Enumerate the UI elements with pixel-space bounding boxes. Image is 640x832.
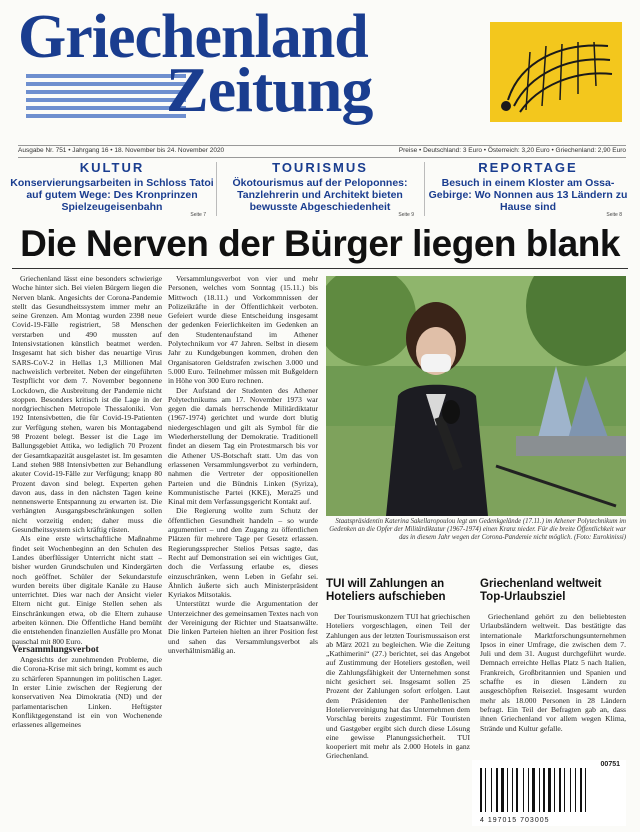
barcode-bar [580,768,582,812]
article-subhead: Versammlungsverbot [12,644,99,655]
barcode-bar [496,768,498,812]
teaser-page: Seite 9 [398,212,414,218]
barcode-digits: 4 197015 703005 [480,817,550,824]
barcode-bar [516,768,518,812]
barcode-bar [501,768,504,812]
barcode-bar [512,768,513,812]
barcode-bar [523,768,524,812]
barcode-bar [554,768,555,812]
article-paragraph: Die Regierung wollte zum Schutz der öffentlichen Gesundheit handeln – so wurde argumentiert – und den Zugang zu öffentlichen Plätzen für mehrere Tage per Gesetz erlassen. Regierungssprecher Stelios Petsas sagte, das Recht auf Demonstration sei ein wichtiges Gut, doch die Verfassung erlaube es, dieses einzuschränken, wenn Leben in Gefahr sei. Ähnlich äußerte sich auch Ministerpräsident Kyriakos Mitsotakis. [168,506,318,600]
newspaper-title-line2: Zeitung [166,54,373,125]
article-paragraph: Griechenland gehört zu den beliebtesten Urlaubsländern weltweit. Das bestätigte das internationale Marktforschungsunternehmen Ipsos in einer Umfrage, die zwischen dem 7. Juli und dem 31. August durchgeführt wurde. Demnach erreichte Hellas Platz 5 nach Italien, Frankreich, Großbritannien und Spanien und schaffte es in diesen Ländern zu ausgeschöpften Reiseziel. Insgesamt wurden mehr als 18.000 Personen in 28 Ländern befragt. Ein Teil der Befragten gab an, dass ihnen Griechenland vor allem wegen Klima, Strände und Kultur gefalle. [480,612,626,733]
barcode-bar [532,768,535,812]
barcode-bar [528,768,529,812]
article-paragraph: Der Tourismuskonzern TUI hat griechischen Hoteliers vorgeschlagen, einen Teil der Zahlungen aus der letzten Tourismussaison erst ab März 2021 zu begleichen. Wie die Zeitung „Kathimerini“ (27.) berichtet, sei das Angebot auf Zustimmung der Hoteliers gestoßen, weil die Zahlungsfähigkeit der Unternehmen sonst nicht gesichert sei. Insgesamt sollen 25 Prozent der Zahlungen sofort erfolgen. Laut dem Präsidenten der Panhellenischen Hoteliervereinigung hat das Unternehmen dem Vorschlag bereits zugestimmt. Für Touristen und Gastgeber ergibt sich durch diese Lösung eine gewisse Planungssicherheit. TUI kooperiert mit mehr als 2.000 Hotels in ganz Griechenland. [326,612,470,761]
teaser-category: KULTUR [79,160,145,175]
issue-info-bar [18,145,626,158]
teaser-divider [216,162,217,216]
barcode-bar [507,768,508,812]
urlaubsziel-article [480,612,626,754]
masthead [0,0,640,150]
teaser-headline: Besuch in einem Kloster am Ossa-Gebirge: Wo Nonnen aus 13 Ländern zu Hause sind [428,177,628,213]
article-paragraph: Als eine erste wirtschaftliche Maßnahme findet seit Wochenbeginn an den Schulen des Landes überflüssiger Unterricht nicht statt – bisher wurden Grundschulen und Kindergärten noch geöffnet. Schüler der Sekundarstufe wurden bereits über digitale Kanäle zu Hause unterrichtet. Dies war nach der Ansicht vieler Eltern nicht gut. Einige Stellen sehen als Einschränkungen etwa, ob die Eltern zuhause arbeiten können. Die Öffentliche Hand bemüht die entstehenden finanziellen Ausfälle pro Monat pauschal mit 800 Euro. [12,534,162,646]
press-photo [326,276,626,516]
barcode-issue-number: 00751 [600,761,620,768]
barcode-bar [570,768,571,812]
photo-caption: Staatspräsidentin Katerina Sakellaropoulou legt am Gedenkgelände (17.11.) im Athener Polytechnikum im Gedenken an die Opfer der Militärdiktatur (1967-1974) einen Kranz nieder. Für die breite Öffentlichkeit war das in diesem Jahr wegen der Corona-Pandemie nicht möglich. (Foto: Eurokinissi) [329,518,626,541]
urlaubsziel-headline: Griechenland weltweit Top-Urlaubsziel [480,578,602,603]
tui-article [326,612,470,826]
issue-prices: Preise • Deutschland: 3 Euro • Österreich: 3,20 Euro • Griechenland: 2,90 Euro [398,147,626,154]
article-column-1 [12,274,162,826]
tui-headline: TUI will Zahlungen an Hoteliers aufschieben [326,578,446,603]
barcode-bar [548,768,551,812]
teaser-page: Seite 8 [606,212,622,218]
main-headline: Die Nerven der Bürger liegen blank [20,223,620,264]
article-column-2 [168,274,318,826]
issue-number: Ausgabe Nr. 751 • Jahrgang 16 • 18. November bis 24. November 2020 [18,147,225,154]
teaser-category: REPORTAGE [478,160,578,175]
article-paragraph: Angesichts der zunehmenden Probleme, die die Corona-Krise mit sich bringt, kommt es auch zu schärferen Spannungen im politischen Lager. In erster Linie zwischen der Regierung der konservativen Nea Dimokratia (ND) und der parlamentarischen Linken. Heftigster Konfliktgegenstand ist ein von Wochenende erlassenes allgemeines [12,655,162,730]
article-paragraph: Der Aufstand der Studenten des Athener Polytechnikums am 17. November 1973 war gegen die damals herrschende Militärdiktatur (1967-1974) gerichtet und wurde dort blutig niedergeschlagen und gilt als Symbol für die Wiederherstellung der Demokratie. Traditionell findet an diesem Tag ein Protestmarsch bis vor die Athener US-Botschaft statt. Um das von erlassenen Versammlungsverbot zu verhindern, nahmen die Vertreter der oppositionellen Parteien und die Bündnis Linken (Syriza), Kommunistische Partei (KKE), Mera25 und Kinal mit dem Verfassungsgericht Kontakt auf. [168,385,318,507]
barcode-bar [559,768,561,812]
barcode-bar [491,768,492,812]
article-paragraph: Versammlungsverbot von vier und mehr Personen, welches vom Sonntag (15.11.) bis Mittwoch (18.11.) und Vorkommnissen der Polizeikräfte in der Öffentlichkeit verboten. Gefeiert wurde diese Entscheidung insgesamt der gedenken Feierlichkeiten im Gedenken an den Studentenaufstand im Athener Polytechnikum vor 47 Jahren. Selbst in diesem Jahr zu Kundgebungen kommen, drohen den Organisatoren Geldstrafen zwischen 3.000 und 5.000 Euro. Teilnehmer müssen mit Bußgeldern in Höhe von 300 Euro rechnen. [168,274,318,386]
teaser-row [10,160,630,218]
lyre-logo-icon [490,22,622,122]
masthead-stripes [26,74,186,126]
teaser-kultur[interactable] [10,160,214,218]
barcode-bar [480,768,482,812]
barcode-bar [575,768,576,812]
teaser-headline: Ökotourismus auf der Peloponnes: Tanzlehrerin und Architekt bieten bewusste Abgeschiedenheit [232,177,408,213]
barcode [472,760,626,826]
teaser-reportage[interactable] [426,160,630,218]
newspaper-title-line1: Griechenland [18,3,368,71]
headline-rule [12,268,628,269]
article-paragraph: Unterstützt wurde die Argumentation der Unterzeichner des gemeinsamen Textes nach von der Vereinigung der Richter und Staatsanwälte. Die linken Parteien hielten an ihrer Position fest und sahen das Versammlungsverbot als unverhältnismäßig an. [168,599,318,655]
barcode-bar [585,768,586,812]
barcode-bar [485,768,486,812]
teaser-page: Seite 7 [190,212,206,218]
article-paragraph: Griechenland lässt eine besonders schwierige Woche hinter sich. Bei vielen Bürgern liegen die Nerven blank. Angesichts der Corona-Pandemie stellt das Gesundheitssystem immer mehr an seine Grenzen. Am Montag wurden 2398 neue Covid-19-Fälle registriert, 58 Menschen verstarben und 490 mussten auf Intensivstationen künstlich beatmet werden. Insgesamt hat sich bisher das neuartige Virus SARS-CoV-2 in Hellas 1,3 Millionen Mal nachweislich verbreitet. Neben der eingeführten Testpflicht vor dem 7. November begonnene Lockdown, die Ausbreitung der Pandemie nicht stoppen. Besonders kritisch ist die Lage in der nordgriechischen Metropole Thessaloniki. Von 192 Intensivbetten, die für Covid-19-Patienten zur Verfügung stehen, waren bis Montagabend 98 Prozent belegt. Besser ist die Lage im Ballungsgebiet Attika, wo lediglich 70 Prozent der Gesamtkapazität ausgelastet ist. Im gesamten Land stehen 988 Intensivbetten zur Behandlung akuter Covid-19-Fälle zur Verfügung; knapp 80 Prozent davon sind belegt. Experten gehen davon aus, dass in den nächsten Tagen keine nennenswerte Entspannung zu erwarten ist. Die verhängten Ausgangsbeschränkungen sollen nicht vorzeitig enden; daher muss die Gesundheitssystem sich kräftig rüsten. [12,274,162,535]
barcode-bars [480,768,618,812]
teaser-headline: Konservierungsarbeiten in Schloss Tatoi auf gutem Wege: Des Kronprinzen Spielzeugeisenbahn [10,177,214,213]
teaser-category: TOURISMUS [272,160,368,175]
teaser-divider [424,162,425,216]
barcode-bar [539,768,540,812]
barcode-bar [564,768,565,812]
teaser-tourismus[interactable] [218,160,422,218]
barcode-bar [543,768,545,812]
